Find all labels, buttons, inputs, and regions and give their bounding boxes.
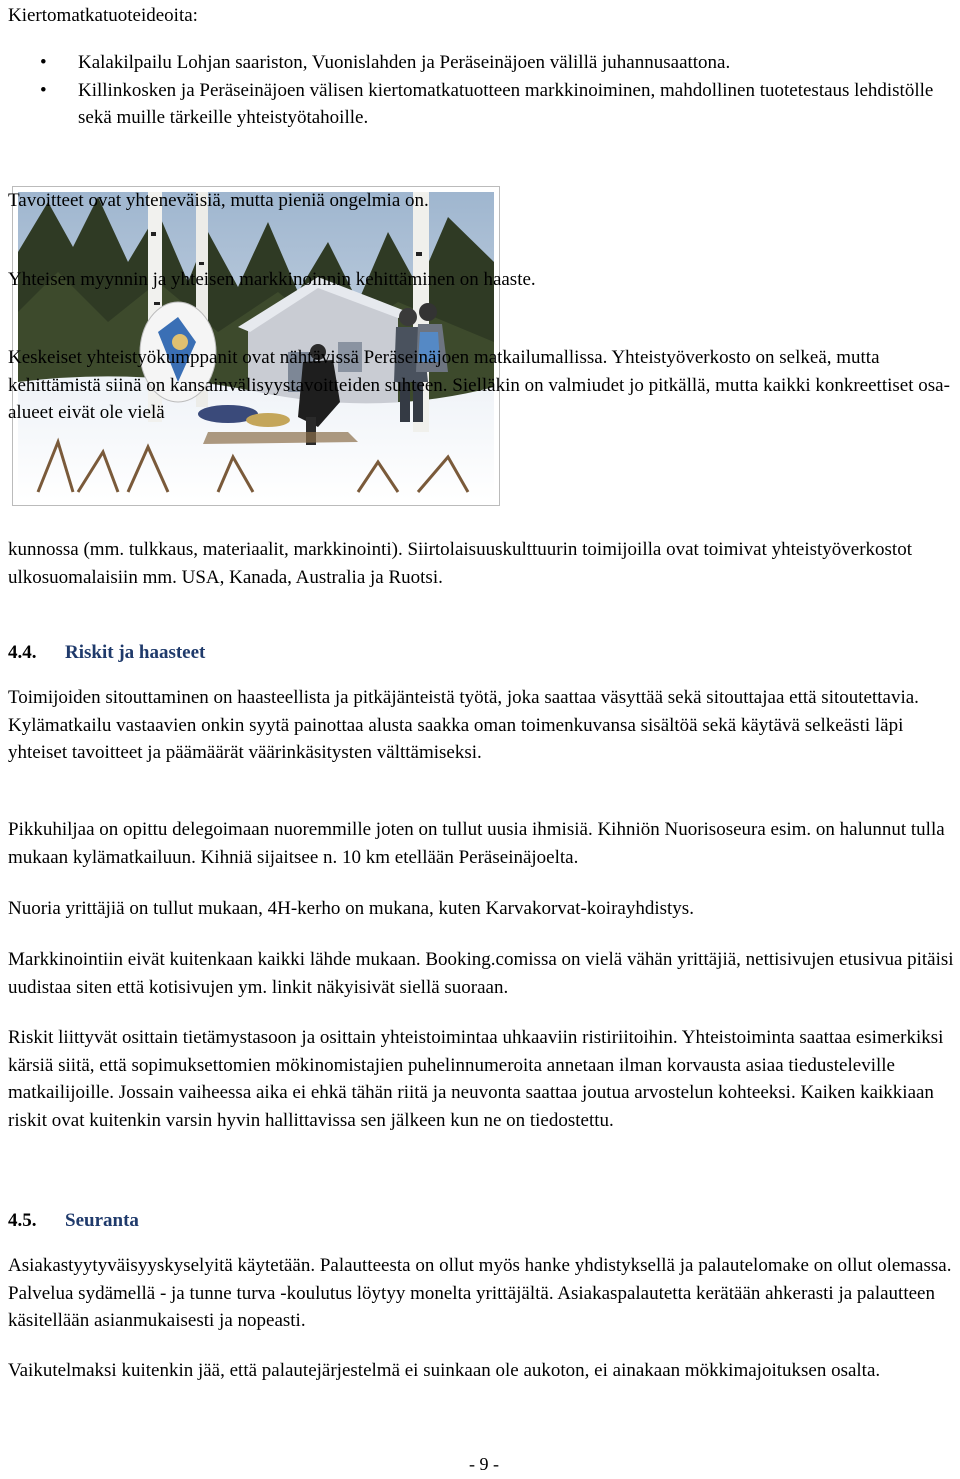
body-paragraph: kunnossa (mm. tulkkaus, materiaalit, markkinointi). Siirtolaisuuskulttuurin toimijoilla ovat toimivat yhteistyöverkostot ulkosuomalaisiin mm. USA, Kanada, Australia ja Ruotsi. bbox=[8, 539, 912, 588]
body-paragraph: Asiakastyytyväisyyskyselyitä käytetään. Palautteesta on ollut myös hanke yhdistyksellä ja palautelomake on ollut olemassa. Palvelua sydämellä - ja tunne turva -koulutus löytyy monelta yrittäjältä. Asiakaspalautetta kerätään ahkerasti ja palautteen käsitellään asianmukaisesti ja nopeasti. bbox=[8, 1255, 952, 1331]
body-paragraph: Pikkuhiljaa on opittu delegoimaan nuoremmille joten on tullut uusia ihmisiä. Kihniön Nuorisoseura esim. on halunnut tulla mukaan kylämatkailuun. Kihniä sijaitsee n. 10 km etellään Peräseinäjoelta. bbox=[8, 819, 945, 868]
side-paragraph: Tavoitteet ovat yhteneväisiä, mutta pieniä ongelmia on. bbox=[8, 190, 429, 211]
list-item: • Killinkosken ja Peräseinäjoen välisen kiertomatkatuotteen markkinoiminen, mahdollinen tuotetestaus lehdistölle sekä muille tärkeille yhteistyötahoille. bbox=[8, 77, 948, 132]
side-paragraph: Keskeiset yhteistyökumppanit ovat nähtävissä Peräseinäjoen matkailumallissa. Yhteistyöverkosto on selkeä, mutta kehittämistä siinä on kansainvälisyystavoitteiden suhteen. Sielläkin on valmiudet jo pitkällä, mutta kaikki konkreettiset osa-alueet eivät ole vielä bbox=[8, 347, 950, 423]
section-title: Riskit ja haasteet bbox=[65, 642, 206, 663]
section-number: 4.5. bbox=[8, 1210, 37, 1231]
section-heading-seuranta bbox=[8, 1207, 139, 1235]
body-paragraph: Nuoria yrittäjiä on tullut mukaan, 4H-kerho on mukana, kuten Karvakorvat-koirayhdistys. bbox=[8, 898, 694, 919]
section-heading-riskit bbox=[8, 639, 205, 667]
page-number: - 9 - bbox=[469, 1454, 499, 1474]
body-paragraph: Toimijoiden sitouttaminen on haasteellista ja pitkäjänteistä työtä, joka saattaa väsyttää sekä sitouttajaa että sitoutettavia. Kylämatkailu vastaavien onkin syytä painottaa alusta saakka oman toimenkuvansa sisältöä sekä käytävä selkeästi läpi yhteiset tavoitteet ja päämäärät väärinkäsitysten välttämiseksi. bbox=[8, 687, 919, 763]
list-item: • Kalakilpailu Lohjan saariston, Vuonislahden ja Peräseinäjoen välillä juhannusaattona. bbox=[8, 49, 948, 77]
body-paragraph: Riskit liittyvät osittain tietämystasoon ja osittain yhteistoimintaa uhkaaviin ristiriitoihin. Yhteistoiminta saattaa esimerkiksi kärsiä siitä, että sopimuksettomien mökinomistajien puhelinnumeroita annetaan ilman korvausta asiaa tiedusteleville matkailijoille. Jossain vaiheessa aika ei ehkä tähän riitä ja neuvonta saattaa joutua arvostelun kohteeksi. Kaiken kaikkiaan riskit ovat kuitenkin varsin hyvin hallittavissa sen jälkeen kun ne on tiedostettu. bbox=[8, 1027, 944, 1131]
side-paragraph: Yhteisen myynnin ja yhteisen markkinoinnin kehittäminen on haaste. bbox=[8, 269, 536, 290]
section-title: Seuranta bbox=[65, 1210, 139, 1231]
body-paragraph: Vaikutelmaksi kuitenkin jää, että palautejärjestelmä ei suinkaan ole aukoton, ei ainakaan mökkimajoituksen osalta. bbox=[8, 1360, 881, 1381]
section-number: 4.4. bbox=[8, 642, 37, 663]
body-paragraph: Markkinointiin eivät kuitenkaan kaikki lähde mukaan. Booking.comissa on vielä vähän yrittäjiä, nettisivujen etusivua pitäisi uudistaa siten että kotisivujen ym. linkit näkyisivät siellä suoraan. bbox=[8, 949, 954, 998]
idea-list bbox=[8, 49, 948, 132]
intro-heading: Kiertomatkatuoteideoita: bbox=[8, 5, 198, 26]
